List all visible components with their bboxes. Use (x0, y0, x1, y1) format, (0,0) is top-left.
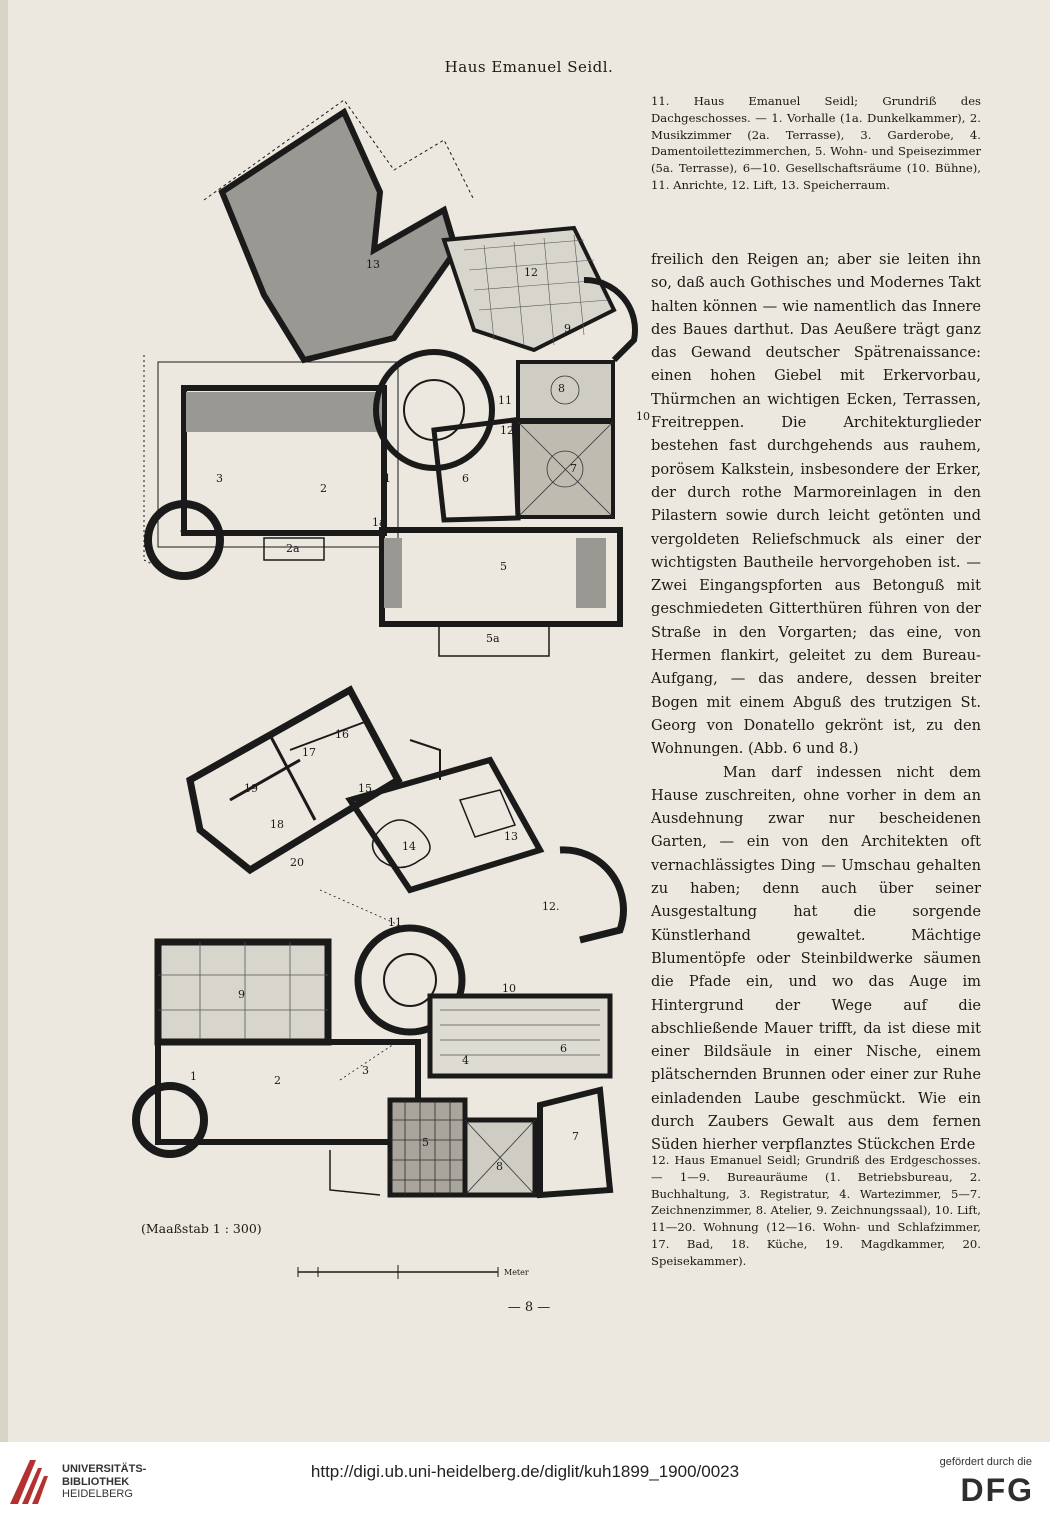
body-text (651, 248, 981, 1157)
rooms-4-6 (430, 996, 610, 1076)
funder-text: gefördert durch die (939, 1456, 1032, 1468)
plan-label: 8 (558, 382, 565, 395)
permalink[interactable]: http://digi.ub.uni-heidelberg.de/diglit/kuh1899_1900/0023 (310, 1462, 740, 1481)
plan-label: 1 (190, 1070, 197, 1083)
plan-label: 1 (384, 472, 391, 485)
storage-room (222, 112, 456, 360)
plan-label: 14 (402, 840, 416, 853)
plan-label: 16 (335, 728, 349, 741)
library-line: HEIDELBERG (62, 1488, 133, 1500)
plan-label: 13 (366, 258, 380, 271)
figure-caption-12 (651, 1152, 981, 1270)
plan-label: 4 (180, 524, 187, 537)
plan-label: 19 (244, 782, 258, 795)
plan-label: 13 (504, 830, 518, 843)
floor-plan-ground (140, 680, 640, 1200)
plan-label: 11 (388, 916, 402, 929)
plan-label: 6 (560, 1042, 567, 1055)
library-line: UNIVERSITÄTS- (62, 1463, 147, 1475)
scale-bar-label: Meter (504, 1268, 529, 1277)
plan-label: 2 (320, 482, 327, 495)
plan-label: 5 (500, 560, 507, 573)
scale-label: (Maaßstab 1 : 300) (141, 1221, 262, 1236)
caption-text: 11. Haus Emanuel Seidl; Grundriß des Dachgeschosses. — 1. Vorhalle (1a. Dunkelkammer), 2. Musikzimmer (2a. Terrasse), 3. Garderobe, 4. Damentoilettezimmerchen, 5. Wohn- und Speisezimmer (5a. Terrasse), 6—10. Gesellschaftsräume (10. Bühne), 11. Anrichte, 12. Lift, 13. Speicherraum. (651, 94, 981, 192)
plan-label: 9 (564, 322, 571, 335)
plan-label: 12 (500, 424, 514, 437)
plan-label: 1a (372, 516, 386, 529)
plan-label: 2a (286, 542, 300, 555)
plan-label: 12. (542, 900, 560, 913)
page-number: — 8 — (507, 1300, 551, 1315)
footer-bar (0, 1442, 1050, 1520)
plan-label: 6 (462, 472, 469, 485)
caption-text: 12. Haus Emanuel Seidl; Grundriß des Erdgeschosses. — 1—9. Bureauräume (1. Betriebsbureau, 2. Buchhaltung, 3. Registratur, 4. Wartezimmer, 5—7. Zeichnenzimmer, 8. Atelier, 9. Zeichnungssaal), 10. Lift, 11—20. Wohnung (12—16. Wohn- und Schlafzimmer, 17. Bad, 18. Küche, 19. Magdkammer, 20. Speisekammer). (651, 1153, 981, 1268)
plan-label: 10 (502, 982, 516, 995)
page-content (8, 0, 1050, 1442)
paragraph: Man darf indessen nicht dem Hause zuschreiten, ohne vorher in dem an Ausdehnung zwar nur bescheidenen Garten, — ein von den Architekten oft vernachlässigtes Ding — Umschau gehalten zu haben; denn auch über seiner Ausgestaltung hat die sorgende Künstlerhand gewaltet. Mächtige Blumentöpfe oder Steinbildwerke säumen die Pfade ein, und wo das Auge im Hintergrund der Wege auf die abschließende Mauer trifft, da ist diese mit einer Bildsäule in einer Nische, einem plätschernden Brunnen oder einer zur Ruhe einladenden Laube geschmückt. Wie ein durch Zaubers Gewalt aus dem fernen Süden hierher verpflanztes Stückchen Erde (651, 763, 981, 1154)
rooms-1-3 (158, 1042, 418, 1142)
running-header: Haus Emanuel Seidl. (444, 58, 614, 76)
plan-label: 5a (486, 632, 500, 645)
floor-plan-attic (144, 100, 650, 660)
plan-label: 2 (274, 1074, 281, 1087)
room-8 (518, 362, 613, 420)
plan-label: 11 (498, 394, 512, 407)
room-12-tower (560, 850, 623, 940)
figure-caption-11 (651, 93, 981, 194)
plan-label: 9 (238, 988, 245, 1001)
plan-label: 20 (290, 856, 304, 869)
plan-label: 5 (422, 1136, 429, 1149)
room-14-13 (350, 760, 540, 890)
library-line: BIBLIOTHEK (62, 1475, 130, 1488)
plan-label: 4 (462, 1054, 469, 1067)
plan-label: 18 (270, 818, 284, 831)
plan-label: 10 (636, 410, 650, 423)
plan-label: 7 (572, 1130, 579, 1143)
plan-label: 3 (362, 1064, 369, 1077)
page-edge (0, 0, 8, 1442)
plan-label: 7 (570, 462, 577, 475)
plan-label: 15 (358, 782, 372, 795)
scale-bar (298, 1262, 548, 1282)
plan-label: 12 (524, 266, 538, 279)
paragraph: freilich den Reigen an; aber sie leiten ihn so, daß auch Gothisches und Modernes Takt halten können — wie namentlich das Innere des Baues darthut. Das Aeußere trägt ganz das Gewand deutscher Spätrenaissance: einen hohen Giebel mit Erkervorbau, Thürmchen an wichtigen Ecken, Terrassen, Freitreppen. Die Architekturglieder bestehen fast durchgehends aus rauhem, porösem Kalkstein, insbesondere der Erker, der durch rothe Marmoreinlagen in den Pilastern sowie durch leicht getönten und vergoldeten Reliefschmuck als einer der wichtigsten Bautheile hervorgehoben ist. — Zwei Eingangspforten aus Betonguß mit geschmiedeten Gitterthüren führen von der Straße in den Vorgarten; das eine, von Hermen flankirt, geleitet zu dem Bureau-Aufgang, — das andere, dessen breiter Bogen mit einem Abguß des trutzigen St. Georg von Donatello gekrönt ist, zu den Wohnungen. (Abb. 6 und 8.) (651, 251, 981, 758)
room-grid (444, 228, 614, 350)
plan-label: 17 (302, 746, 316, 759)
dfg-logo: DFG (960, 1472, 1034, 1508)
plan-label: 3 (216, 472, 223, 485)
plan-label: 8 (496, 1160, 503, 1173)
